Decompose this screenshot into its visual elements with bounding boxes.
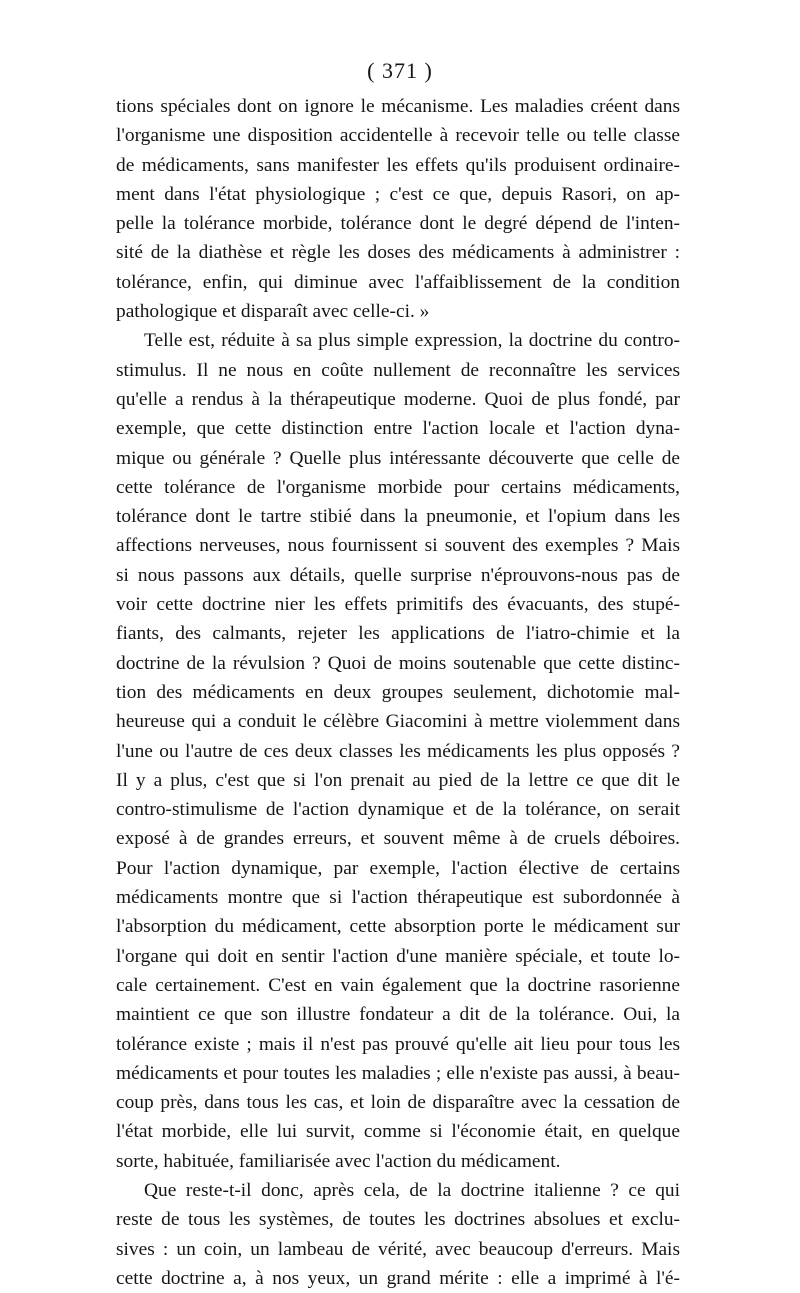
text-line: cette doctrine a, à nos yeux, un grand mérite : elle a imprimé à l'é-	[116, 1267, 680, 1289]
text-line: pathologique et disparaît avec celle-ci. »	[116, 301, 430, 323]
text-line: tion des médicaments en deux groupes seulement, dichotomie mal-	[116, 681, 680, 703]
text-line: exemple, que cette distinction entre l'action locale et l'action dyna-	[116, 418, 680, 440]
text-line: stimulus. Il ne nous en coûte nullement de reconnaître les services	[116, 359, 680, 381]
text-line: médicaments montre que si l'action thérapeutique est subordonnée à	[116, 887, 680, 909]
text-line: tolérance existe ; mais il n'est pas prouvé qu'elle ait lieu pour tous les	[116, 1033, 680, 1055]
text-line: l'état morbide, elle lui survit, comme si l'économie était, en quelque	[116, 1121, 680, 1143]
text-line: voir cette doctrine nier les effets primitifs des évacuants, des stupé-	[116, 594, 680, 616]
text-line: tolérance dont le tartre stibié dans la pneumonie, et l'opium dans les	[116, 506, 680, 528]
text-line: reste de tous les systèmes, de toutes les doctrines absolues et exclu-	[116, 1209, 680, 1231]
text-line: l'organe qui doit en sentir l'action d'une manière spéciale, et toute lo-	[116, 945, 680, 967]
text-line: sité de la diathèse et règle les doses des médicaments à administrer :	[116, 242, 680, 264]
text-line: l'absorption du médicament, cette absorption porte le médicament sur	[116, 916, 680, 938]
body-text	[116, 92, 680, 1293]
text-line: de médicaments, sans manifester les effets qu'ils produisent ordinaire-	[116, 154, 680, 176]
text-line: Pour l'action dynamique, par exemple, l'action élective de certains	[116, 857, 680, 879]
text-line: sives : un coin, un lambeau de vérité, avec beaucoup d'erreurs. Mais	[116, 1238, 680, 1260]
text-line: l'une ou l'autre de ces deux classes les médicaments les plus opposés ?	[116, 740, 680, 762]
text-line: exposé à de grandes erreurs, et souvent même à de cruels déboires.	[116, 828, 680, 850]
text-line: ment dans l'état physiologique ; c'est ce que, depuis Rasori, on ap-	[116, 183, 680, 205]
text-line: tions spéciales dont on ignore le mécanisme. Les maladies créent dans	[116, 96, 680, 117]
text-line: doctrine de la révulsion ? Quoi de moins soutenable que cette distinc-	[116, 652, 680, 674]
text-line: Telle est, réduite à sa plus simple expression, la doctrine du contro-	[144, 330, 680, 352]
text-line: pelle la tolérance morbide, tolérance dont le degré dépend de l'inten-	[116, 213, 680, 235]
text-line: affections nerveuses, nous fournissent si souvent des exemples ? Mais	[116, 535, 680, 557]
text-line: tolérance, enfin, qui diminue avec l'affaiblissement de la condition	[116, 271, 680, 293]
text-line: mique ou générale ? Quelle plus intéressante découverte que celle de	[116, 447, 680, 469]
page-number: ( 371 )	[367, 58, 433, 83]
text-line: coup près, dans tous les cas, et loin de disparaître avec la cessation de	[116, 1092, 680, 1114]
text-line: fiants, des calmants, rejeter les applications de l'iatro-chimie et la	[116, 623, 680, 645]
text-line: Il y a plus, c'est que si l'on prenait au pied de la lettre ce que dit le	[116, 769, 680, 791]
text-line: cette tolérance de l'organisme morbide pour certains médicaments,	[116, 476, 680, 498]
text-line: si nous passons aux détails, quelle surprise n'éprouvons-nous pas de	[116, 564, 680, 586]
text-line: heureuse qui a conduit le célèbre Giacomini à mettre violemment dans	[116, 711, 680, 733]
text-line: Que reste-t-il donc, après cela, de la doctrine italienne ? ce qui	[144, 1179, 680, 1201]
text-line: sorte, habituée, familiarisée avec l'action du médicament.	[116, 1150, 561, 1172]
text-line: cale certainement. C'est en vain également que la doctrine rasorienne	[116, 974, 680, 996]
text-line: médicaments et pour toutes les maladies ; elle n'existe pas aussi, à beau-	[116, 1062, 680, 1084]
text-line: contro-stimulisme de l'action dynamique et de la tolérance, on serait	[116, 799, 680, 821]
text-line: maintient ce que son illustre fondateur a dit de la tolérance. Oui, la	[116, 1004, 680, 1026]
text-line: qu'elle a rendus à la thérapeutique moderne. Quoi de plus fondé, par	[116, 388, 680, 410]
text-line: l'organisme une disposition accidentelle à recevoir telle ou telle classe	[116, 125, 680, 147]
